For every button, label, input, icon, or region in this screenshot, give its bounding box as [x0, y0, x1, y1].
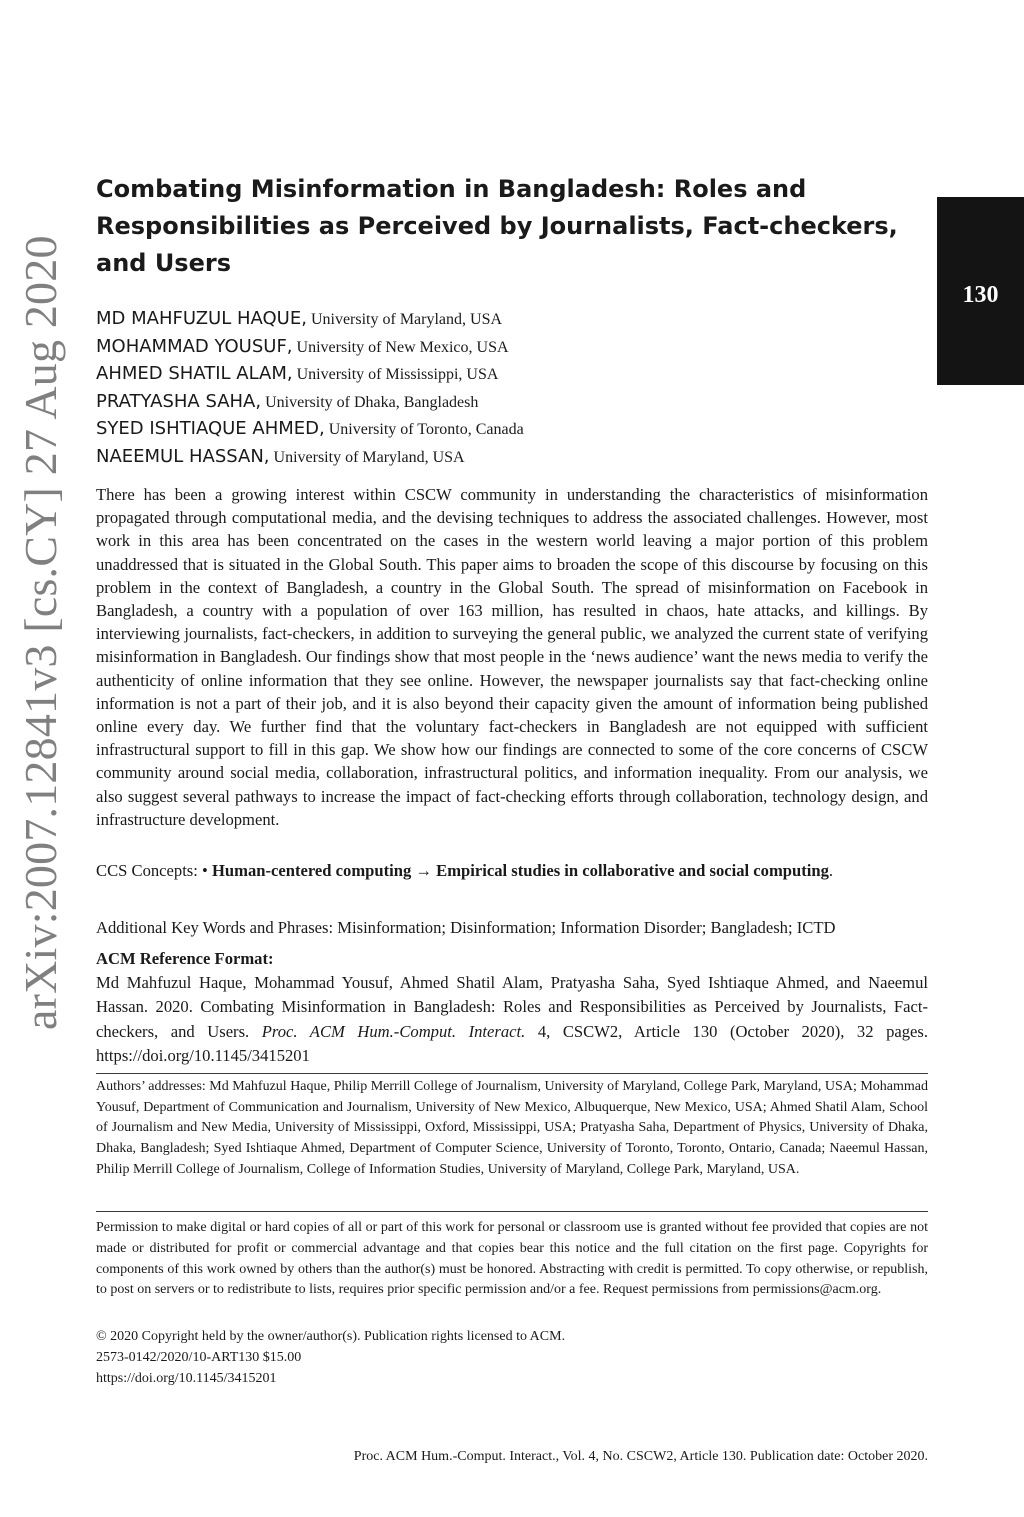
author-name: MD MAHFUZUL HAQUE,: [96, 308, 307, 329]
keywords: Additional Key Words and Phrases: Misinformation; Disinformation; Information Disorder; Bangladesh; ICTD: [96, 918, 836, 937]
author-name: PRATYASHA SAHA,: [96, 390, 262, 412]
acm-reference-details: 4, CSCW2, Article 130 (October 2020), 32 pages. https://doi.org/10.1145/3415201: [96, 1021, 929, 1065]
author-entry: [96, 333, 896, 361]
acm-reference-venue: Proc. ACM Hum.-Comput. Interact.: [261, 1021, 526, 1041]
author-name: SYED ISHTIAQUE AHMED,: [96, 418, 325, 439]
permission-divider: [96, 1211, 928, 1212]
author-entry: [96, 415, 896, 443]
acm-reference-text: Md Mahfuzul Haque, Mohammad Yousuf, Ahmed Shatil Alam, Pratyasha Saha, Syed Ishtiaque Ahmed, and Naeemul Hassan. 2020. Combating Misinformation in Bangladesh: Roles and Responsibilities as Perceived by Journalists, Fact-checkers, and Users.: [96, 973, 928, 1041]
acm-reference-heading: ACM Reference Format:: [96, 949, 274, 968]
author-name: MOHAMMAD YOUSUF,: [96, 335, 293, 357]
author-entry: [96, 443, 896, 471]
author-affiliation: University of Dhaka, Bangladesh: [265, 393, 479, 411]
paper-title: Combating Misinformation in Bangladesh: Roles and Responsibilities as Perceived by Journalists, Fact-checkers, and Users: [96, 175, 898, 277]
author-entry: [96, 305, 896, 333]
issn-line: 2573-0142/2020/10-ART130 $15.00: [96, 1350, 302, 1365]
author-list: [96, 305, 896, 470]
publication-info: [96, 1326, 928, 1389]
author-affiliation: University of Maryland, USA: [310, 311, 503, 328]
article-number: 130: [962, 282, 999, 308]
author-affiliation: University of Maryland, USA: [273, 448, 465, 466]
author-affiliation: University of Mississippi, USA: [296, 366, 499, 383]
author-entry: [96, 360, 896, 388]
author-affiliation: University of Toronto, Canada: [328, 421, 524, 438]
author-affiliation: University of New Mexico, USA: [296, 338, 509, 356]
doi-link[interactable]: https://doi.org/10.1145/3415201: [96, 1371, 277, 1386]
abstract: There has been a growing interest within CSCW community in understanding the characteristics of misinformation propagated through computational media, and the devising techniques to address the associated challenges. However, most work in this area has been concentrated on the cases in the western world leaving a major portion of this problem unaddressed that is situated in the Global South. This paper aims to broaden the scope of this discourse by focusing on this problem in the context of Bangladesh, a country in the Global South. The spread of misinformation on Facebook in Bangladesh, a country with a population of over 163 million, has resulted in chaos, hate attacks, and killings. By interviewing journalists, fact-checkers, in addition to surveying the general public, we analyzed the current state of verifying misinformation in Bangladesh. Our findings show that most people in the ‘news audience’ want the news media to verify the authenticity of online information that they see online. However, the newspaper journalists say that fact-checking online information is not a part of their job, and it is also beyond their capacity given the amount of information being published online every day. We further find that the voluntary fact-checkers in Bangladesh are not equipped with sufficient infrastructural support to fill in this gap. We show how our findings are connected to some of the core concerns of CSCW community around social media, collaboration, infrastructural politics, and information inequality. From our analysis, we also suggest several pathways to increase the impact of fact-checking efforts through collaboration, technology design, and infrastructure development.: [96, 485, 928, 829]
article-number-tab: [937, 197, 1024, 385]
footnote-divider: [96, 1073, 928, 1074]
arxiv-identifier-stamp: arXiv:2007.12841v3 [cs.CY] 27 Aug 2020: [15, 235, 66, 1030]
page-footer: Proc. ACM Hum.-Comput. Interact., Vol. 4, No. CSCW2, Article 130. Publication date: October 2020.: [353, 1449, 928, 1464]
permission-notice: Permission to make digital or hard copies of all or part of this work for personal or classroom use is granted without fee provided that copies are not made or distributed for profit or commercial advantage and that copies bear this notice and the full citation on the first page. Copyrights for components of this work owned by others than the author(s) must be honored. Abstracting with credit is permitted. To copy otherwise, or republish, to post on servers or to redistribute to lists, requires prior specific permission and/or a fee. Request permissions from permissions@acm.org.: [96, 1220, 928, 1298]
authors-addresses: Authors’ addresses: Md Mahfuzul Haque, Philip Merrill College of Journalism, University of Maryland, College Park, Maryland, USA; Mohammad Yousuf, Department of Communication and Journalism, University of New Mexico, Albuquerque, New Mexico, USA; Ahmed Shatil Alam, School of Journalism and New Media, University of Mississippi, Oxford, Mississippi, USA; Pratyasha Saha, Department of Physics, University of Dhaka, Dhaka, Bangladesh; Syed Ishtiaque Ahmed, Department of Computer Science, University of Toronto, Toronto, Ontario, Canada; Naeemul Hassan, Philip Merrill College of Journalism, College of Information Studies, University of Maryland, College Park, Maryland, USA.: [96, 1079, 928, 1177]
author-name: NAEEMUL HASSAN,: [96, 445, 270, 467]
author-name: AHMED SHATIL ALAM,: [96, 363, 293, 384]
ccs-end: .: [828, 861, 834, 880]
ccs-label: CCS Concepts: •: [96, 861, 208, 880]
acm-reference-format: [96, 971, 928, 1068]
author-entry: [96, 388, 896, 416]
ccs-concepts: [96, 859, 928, 882]
copyright-line: © 2020 Copyright held by the owner/author(s). Publication rights licensed to ACM.: [96, 1329, 566, 1344]
ccs-concept: Human-centered computing → Empirical studies in collaborative and social computing: [212, 861, 829, 880]
